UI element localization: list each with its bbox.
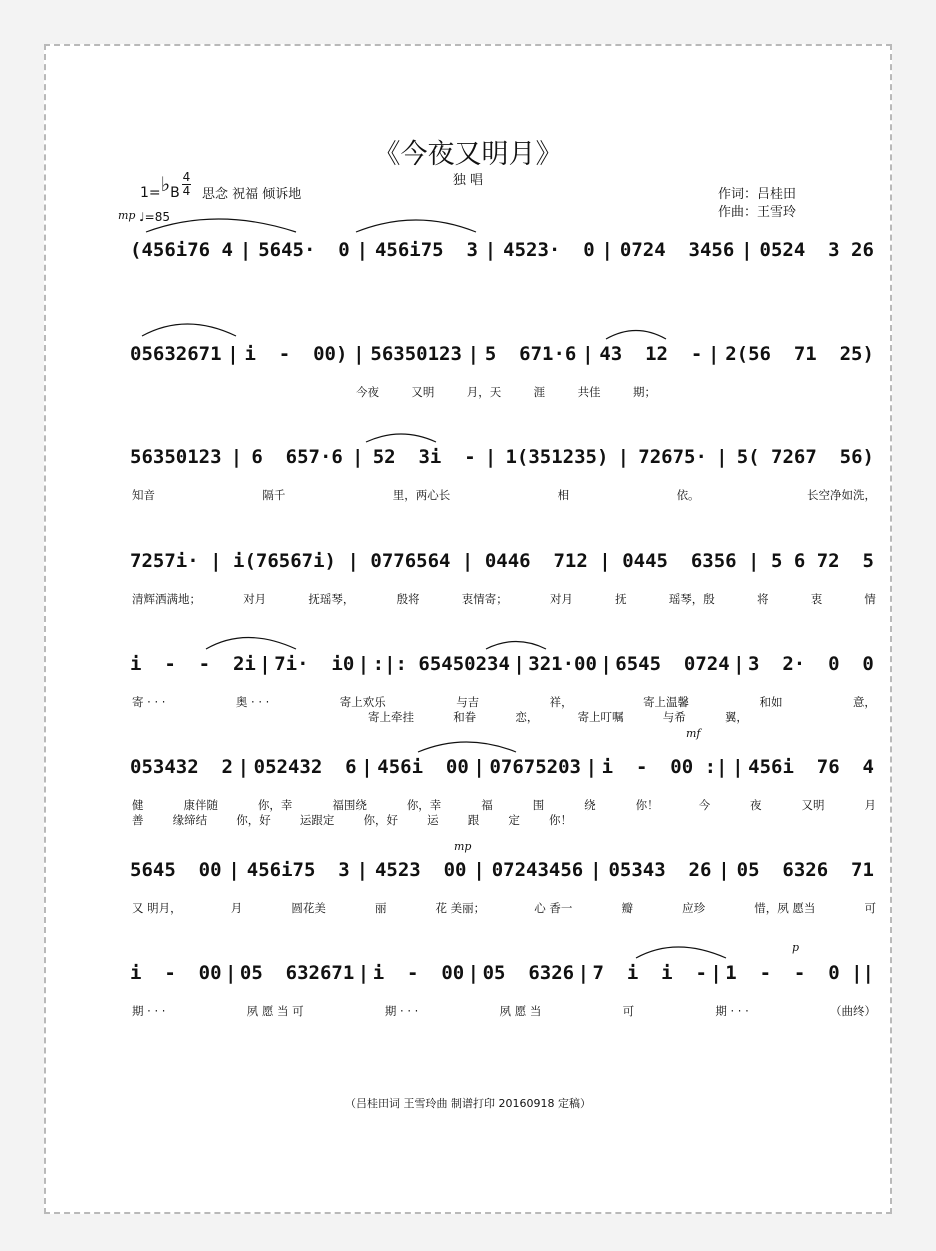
lyric-word: 寄上牵挂: [368, 710, 414, 724]
measure: 07675203: [489, 756, 581, 778]
tempo-mark: ♩=85: [139, 210, 170, 224]
notation-line-8: [130, 962, 874, 984]
lyric-word: 相: [557, 488, 570, 502]
bar-line: |: [356, 859, 369, 881]
lyrics-line-7: [132, 900, 876, 916]
lyrics-line-6: [132, 797, 876, 813]
lyric-word: 月: [864, 798, 876, 812]
bar-line: |: [601, 239, 613, 261]
dynamic-mark-start: mp: [118, 209, 136, 222]
slur-arc: [206, 638, 296, 650]
bar-line: |: [259, 653, 271, 675]
slur-arc: [366, 434, 436, 442]
lyric-word: 可: [864, 901, 876, 915]
measure: i - 00 :|: [601, 756, 728, 778]
slur-arc: [486, 642, 546, 650]
bar-line: |: [356, 239, 369, 261]
bar-line: |: [357, 653, 370, 675]
measure: 1(351235): [505, 446, 609, 468]
measure: (456i76 4: [130, 239, 233, 261]
lyric-word: 月，天: [466, 385, 502, 399]
lyric-word: 丽: [374, 901, 387, 915]
notation-line-1: [130, 239, 874, 261]
slur-arc: [418, 742, 516, 752]
lyric-word: 花 美丽；: [435, 901, 486, 915]
measure: 6 657·6: [251, 446, 343, 468]
measure: 05 6326 71: [736, 859, 874, 881]
measure: i - - 2i: [130, 653, 256, 675]
lyric-word: 又明: [801, 798, 825, 812]
lyric-word: 寄上叮嘱: [577, 710, 624, 724]
measure: 052432 6: [253, 756, 357, 778]
measure: 2(56 71 25): [725, 343, 874, 365]
bar-line: |: [224, 962, 237, 984]
lyric-word: 恋，: [515, 710, 539, 724]
measure: 05 632671: [239, 962, 355, 984]
notation-line-2: [130, 343, 874, 365]
bar-line: |: [467, 962, 480, 984]
measure: i - 00: [372, 962, 465, 984]
measure: 0724 3456: [619, 239, 735, 261]
measure: 56350123: [130, 446, 222, 468]
measure: 0524 3 26: [759, 239, 874, 261]
lyric-word: 和如: [759, 695, 783, 709]
slur-overlay: [46, 46, 894, 1216]
lyric-word: 跟: [467, 813, 480, 827]
lyric-word: 抚瑶琴，: [308, 592, 355, 606]
expression-mark: 思念 祝福 倾诉地: [202, 187, 302, 202]
footer-note: （吕桂田词 王雪玲曲 制谱打印 20160918 定稿）: [345, 1097, 591, 1110]
lyric-word: 寄上温馨: [643, 695, 690, 709]
lyric-word: 今: [698, 798, 711, 812]
lyric-word: 定: [508, 813, 520, 827]
lyric-word: 康伴随: [183, 798, 218, 812]
lyric-word: 围: [532, 798, 545, 812]
lyric-word: 心 香一: [534, 901, 573, 915]
bar-line: |: [732, 756, 744, 778]
lyrics-line-5: [132, 694, 876, 710]
song-title: 《今夜又明月》: [373, 139, 563, 170]
measure: 5645· 0: [258, 239, 350, 261]
lyric-word: 共佳: [577, 385, 601, 399]
time-signature: 4 4: [182, 170, 191, 198]
lyrics-line-8: [132, 1003, 876, 1019]
bar-line: |: [230, 446, 243, 468]
lyric-word: 对月: [243, 592, 267, 606]
lyric-word: 惜，夙 愿当: [754, 901, 816, 915]
bar-line: |: [582, 343, 594, 365]
lyric-word: 寄上欢乐: [339, 695, 386, 709]
bar-line: |: [473, 859, 485, 881]
score-sheet: [44, 44, 892, 1214]
bar-line: |: [228, 859, 240, 881]
lyric-word: 期 · · ·: [132, 1004, 166, 1018]
measure: 7i· i0: [274, 653, 355, 675]
lyric-word: 对月: [549, 592, 573, 606]
bar-line: |: [473, 756, 485, 778]
lyric-word: 期；: [632, 385, 656, 399]
lyric-word: 运: [427, 813, 439, 827]
lyric-word: 涯: [533, 385, 546, 399]
lyric-word: 你，幸: [406, 798, 442, 812]
bar-line: |: [741, 239, 753, 261]
measure: 56350123: [370, 343, 462, 365]
measure: 6545 0724: [615, 653, 730, 675]
lyrics-line-4: [132, 591, 876, 607]
slur-arc: [606, 331, 666, 340]
measure: 4523 00: [374, 859, 467, 881]
lyrics-line-3: [132, 487, 876, 503]
lyric-word: 可: [622, 1004, 635, 1018]
measure: 0445 6356: [622, 550, 737, 572]
measure: i - 00): [244, 343, 348, 365]
lyric-word: 衷情寄；: [461, 592, 508, 606]
measure: 07243456: [491, 859, 584, 881]
lyric-word: 瑶琴，殷: [668, 592, 715, 606]
lyrics-line-6-verse2: [132, 812, 572, 828]
bar-line: |: [237, 756, 250, 778]
slur-arc: [636, 947, 726, 958]
lyric-word: 福围绕: [332, 798, 367, 812]
lyric-word: 清辉洒满地；: [132, 592, 201, 606]
bar-line: |: [748, 550, 760, 572]
measure: 0446 712: [484, 550, 588, 572]
quarter-note-icon: ♩: [139, 210, 145, 224]
composer-credit: 作曲：王雪玲: [718, 205, 797, 220]
bar-line: |: [710, 962, 722, 984]
bar-line: |: [590, 859, 602, 881]
lyric-word: 福: [481, 798, 493, 812]
bar-line: |: [347, 550, 359, 572]
performance-type: 独 唱: [452, 173, 484, 188]
lyric-word: 情: [864, 592, 876, 606]
bar-line: |: [227, 343, 239, 365]
dynamic-mark-mf: mf: [686, 727, 701, 740]
lyric-word: 瓣: [621, 901, 634, 915]
bar-line: |: [361, 756, 373, 778]
lyric-word: 隔千: [262, 488, 286, 502]
lyric-word: 和眷: [453, 710, 477, 724]
lyric-word: 与希: [662, 710, 686, 724]
lyric-word: 健: [132, 798, 144, 812]
lyrics-line-2: [356, 384, 656, 400]
notation-line-6: [130, 756, 874, 778]
key-signature: 1=♭B: [140, 172, 180, 201]
bar-line: |: [585, 756, 598, 778]
measure: 5 671·6: [484, 343, 577, 365]
measure: i(76567i): [233, 550, 336, 572]
lyric-word: 意，: [852, 695, 876, 709]
measure: 05 6326: [482, 962, 575, 984]
lyric-word: 奥 · · ·: [235, 695, 270, 709]
lyric-word: 夜: [750, 798, 762, 812]
lyrics-line-5-verse2: [368, 709, 748, 725]
bar-line: |: [357, 962, 370, 984]
bar-line: |: [484, 446, 497, 468]
lyric-word: 又明: [411, 385, 435, 399]
bar-line: |: [599, 550, 611, 572]
lyric-word: （曲终）: [830, 1004, 876, 1018]
measure: 0776564: [370, 550, 451, 572]
measure: 456i 76 4: [748, 756, 874, 778]
lyric-word: 缘缔结: [172, 813, 208, 827]
lyric-word: 将: [757, 592, 769, 606]
measure: 7257i·: [130, 550, 199, 572]
lyric-word: 抚: [615, 592, 627, 606]
measure: 05632671: [130, 343, 222, 365]
bar-line: |: [210, 550, 222, 572]
lyric-word: 长空净如洗，: [806, 488, 876, 502]
lyric-word: 你，好: [236, 813, 271, 827]
lyric-word: 期 · · ·: [715, 1004, 749, 1018]
measure: 1 - - 0 ||: [725, 962, 874, 984]
bar-line: |: [716, 446, 728, 468]
measure: 5( 7267 56): [736, 446, 874, 468]
slur-arc: [356, 220, 476, 232]
measure: 7 i i -: [592, 962, 707, 984]
bar-line: |: [467, 343, 480, 365]
lyricist-credit: 作词：吕桂田: [718, 187, 797, 202]
measure: 72675·: [638, 446, 707, 468]
lyric-word: 知音: [132, 488, 155, 502]
lyric-word: 你，好: [363, 813, 398, 827]
dynamic-mark-mp: mp: [454, 840, 472, 853]
lyric-word: 你，幸: [257, 798, 293, 812]
slur-arc: [142, 324, 236, 336]
lyric-word: 夙 愿 当 可: [246, 1004, 304, 1018]
measure: i - 00: [130, 962, 222, 984]
measure: 456i 00: [377, 756, 469, 778]
lyric-word: 善: [132, 813, 144, 827]
bar-line: |: [577, 962, 590, 984]
bar-line: |: [352, 446, 364, 468]
measure: 5 6 72 5: [770, 550, 874, 572]
measure: 43 12 -: [599, 343, 703, 365]
bar-line: |: [708, 343, 720, 365]
dynamic-mark-p: p: [792, 941, 800, 954]
measure: 456i75 3: [246, 859, 350, 881]
measure: 4523· 0: [503, 239, 595, 261]
notation-line-3: [130, 446, 874, 468]
lyric-word: 翼，: [724, 710, 748, 724]
notation-line-7: [130, 859, 874, 881]
lyric-word: 与吉: [456, 695, 480, 709]
lyric-word: 又 明月，: [132, 901, 182, 915]
lyric-word: 月: [230, 901, 243, 915]
lyric-word: 夙 愿 当: [499, 1004, 542, 1018]
bar-line: |: [718, 859, 730, 881]
lyric-word: 今夜: [356, 385, 379, 399]
measure: 5645 00: [130, 859, 222, 881]
measure: 52 3i -: [372, 446, 476, 468]
measure: 321·00: [528, 653, 597, 675]
lyric-word: 寄 · · ·: [132, 695, 166, 709]
bar-line: |: [239, 239, 252, 261]
lyric-word: 你！: [549, 813, 572, 827]
notation-line-5: [130, 653, 874, 675]
lyric-word: 绕: [584, 798, 596, 812]
lyric-word: 应珍: [682, 901, 706, 915]
lyric-word: 你！: [635, 798, 659, 812]
measure: 053432 2: [130, 756, 233, 778]
bar-line: |: [617, 446, 630, 468]
lyric-word: 衷: [810, 592, 823, 606]
lyric-word: 圆花美: [291, 901, 326, 915]
bar-line: |: [733, 653, 745, 675]
bar-line: |: [600, 653, 612, 675]
measure: 456i75 3: [374, 239, 478, 261]
bar-line: |: [461, 550, 474, 572]
lyric-word: 运跟定: [299, 813, 335, 827]
measure: 05343 26: [608, 859, 712, 881]
bar-line: |: [484, 239, 497, 261]
lyric-word: 里，两心长: [392, 488, 451, 502]
measure: 3 2· 0 0: [748, 653, 874, 675]
lyric-word: 殷将: [396, 592, 420, 606]
lyric-word: 期 · · ·: [384, 1004, 419, 1018]
lyric-word: 依。: [676, 488, 700, 502]
notation-line-4: [130, 550, 874, 572]
bar-line: |: [353, 343, 365, 365]
flat-symbol: ♭: [160, 172, 171, 196]
bar-line: |: [513, 653, 525, 675]
lyric-word: 祥，: [549, 695, 573, 709]
measure: :|: 65450234: [372, 653, 510, 675]
